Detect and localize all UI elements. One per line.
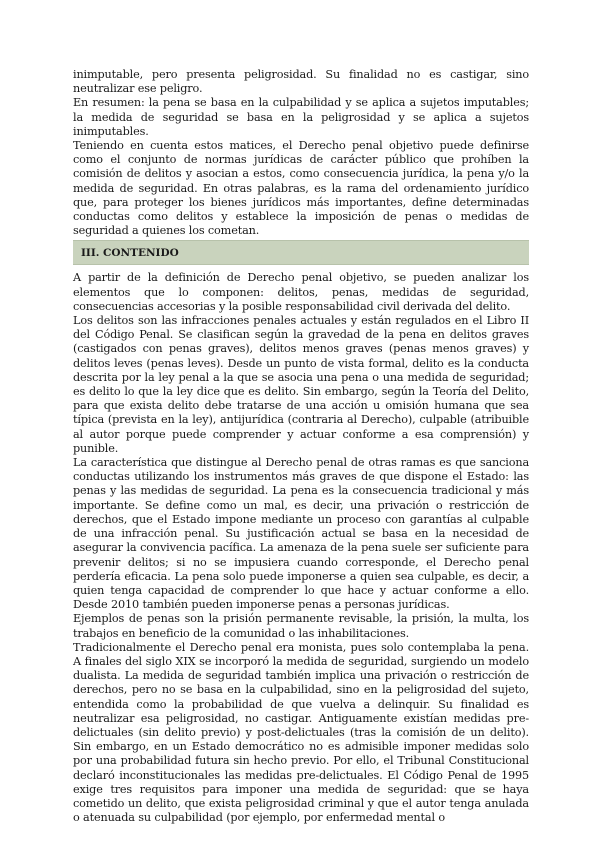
paragraph: Teniendo en cuenta estos matices, el Derecho penal objetivo puede definirse como el conjunto de normas jurídicas de carácter público que prohíben la comisión de delitos y asocian a estos, como consecuencia jurídica, la pena y/o la medida de seguridad. En otras palabras, es la rama del ordenamiento jurídico que, para proteger los bienes jurídicos más importantes, define determinadas conductas como delitos y establece la imposición de penas o medidas de seguridad a quienes los cometan. [73, 139, 529, 238]
paragraph: inimputable, pero presenta peligrosidad. Su finalidad no es castigar, sino neutralizar ese peligro. [73, 68, 529, 96]
paragraph: La característica que distingue al Derecho penal de otras ramas es que sanciona conductas utilizando los instrumentos más graves de que dispone el Estado: las penas y las medidas de seguridad. La pena es la consecuencia tradicional y más importante. Se define como un mal, es decir, una privación o restricción de derechos, que el Estado impone mediante un proceso con garantías al culpable de una infracción penal. Su justificación actual se basa en la necesidad de asegurar la convivencia pacífica. La amenaza de la pena suele ser suficiente para prevenir delitos; si no se impusiera cuando corresponde, el Derecho penal perdería eficacia. La pena solo puede imponerse a quien sea culpable, es decir, a quien tenga capacidad de comprender lo que hace y actuar conforme a ello. Desde 2010 también pueden imponerse penas a personas jurídicas. [73, 456, 529, 612]
paragraph: Los delitos son las infracciones penales actuales y están regulados en el Libro II del Código Penal. Se clasifican según la gravedad de la pena en delitos graves (castigados con penas graves), delitos menos graves (penas menos graves) y delitos leves (penas leves). Desde un punto de vista formal, delito es la conducta descrita por la ley penal a la que se asocia una pena o una medida de seguridad; es delito lo que la ley dice que es delito. Sin embargo, según la Teoría del Delito, para que exista delito debe tratarse de una acción u omisión humana que sea típica (prevista en la ley), antijurídica (contraria al Derecho), culpable (atribuible al autor porque puede comprender y actuar conforme a esa comprensión) y punible. [73, 314, 529, 455]
paragraph: A partir de la definición de Derecho penal objetivo, se pueden analizar los elementos que lo componen: delitos, penas, medidas de seguridad, consecuencias accesorias y la posible responsabilidad civil derivada del delito. [73, 271, 529, 313]
paragraph: En resumen: la pena se basa en la culpabilidad y se aplica a sujetos imputables; la medida de seguridad se basa en la peligrosidad y se aplica a sujetos inimputables. [73, 96, 529, 138]
paragraph: Tradicionalmente el Derecho penal era monista, pues solo contemplaba la pena. A finales del siglo XIX se incorporó la medida de seguridad, surgiendo un modelo dualista. La medida de seguridad también implica una privación o restricción de derechos, pero no se basa en la culpabilidad, sino en la peligrosidad del sujeto, entendida como la probabilidad de que vuelva a delinquir. Su finalidad es neutralizar esa peligrosidad, no castigar. Antiguamente existían medidas pre-delictuales (sin delito previo) y post-delictuales (tras la comisión de un delito). Sin embargo, en un Estado democrático no es admisible imponer medidas solo por una probabilidad futura sin hecho previo. Por ello, el Tribunal Constitucional declaró inconstitucionales las medidas pre-delictuales. El Código Penal de 1995 exige tres requisitos para imponer una medida de seguridad: que se haya cometido un delito, que exista peligrosidad criminal y que el autor tenga anulada o atenuada su culpabilidad (por ejemplo, por enfermedad mental o [73, 640, 529, 825]
paragraph: Ejemplos de penas son la prisión permanente revisable, la prisión, la multa, los trabajos en beneficio de la comunidad o las inhabilitaciones. [73, 612, 529, 640]
document-page [73, 68, 529, 825]
section-header: III. CONTENIDO [73, 240, 529, 265]
